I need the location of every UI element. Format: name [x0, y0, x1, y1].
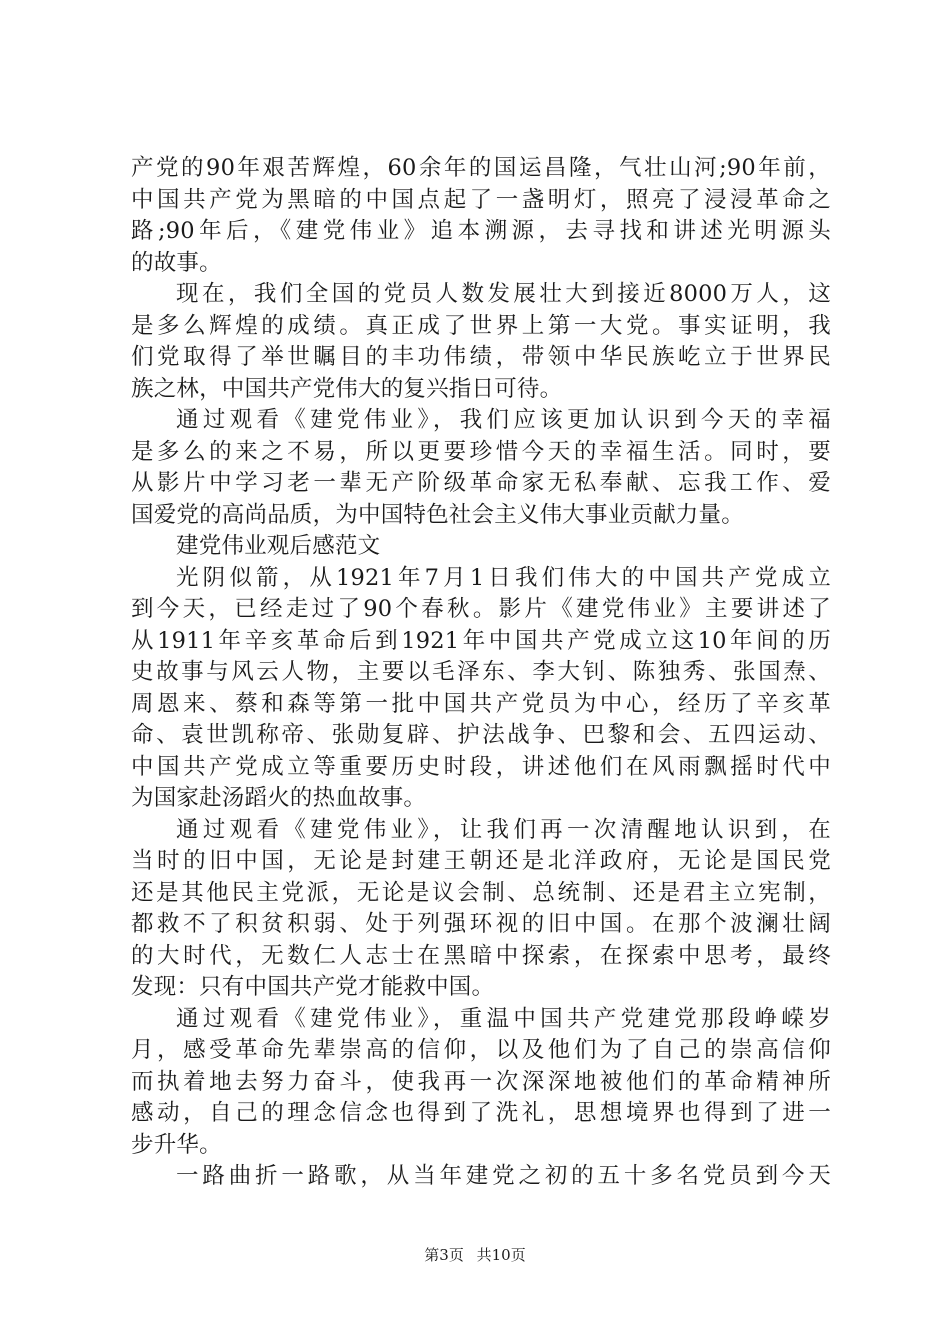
text-line: 通过观看《建党伟业》，我们应该更加认识到今天的幸福: [176, 407, 831, 433]
text-line: 到今天，已经走过了90个春秋。影片《建党伟业》主要讲述了: [131, 596, 831, 622]
text-line: 是多么的来之不易，所以更要珍惜今天的幸福生活。同时，要: [131, 438, 831, 465]
text-line: 一路曲折一路歌，从当年建党之初的五十多名党员到今天: [176, 1163, 831, 1189]
text-line: 们党取得了举世瞩目的丰功伟绩，带领中华民族屹立于世界民: [131, 344, 831, 370]
text-line: 从影片中学习老一辈无产阶级革命家无私奉献、忘我工作、爱: [131, 470, 831, 496]
text-line: 为国家赴汤蹈火的热血故事。: [131, 785, 427, 811]
text-line: 月，感受革命先辈崇高的信仰，以及他们为了自己的崇高信仰: [131, 1037, 831, 1063]
page-number: 第3页: [424, 1246, 464, 1264]
document-body: [131, 153, 831, 1193]
text-line: 的大时代，无数仁人志士在黑暗中探索，在探索中思考，最终: [131, 942, 831, 969]
text-line: 命、袁世凯称帝、张勋复辟、护法战争、巴黎和会、五四运动、: [131, 722, 831, 748]
text-line: 族之林，中国共产党伟大的复兴指日可待。: [131, 375, 563, 402]
text-line: 当时的旧中国，无论是封建王朝还是北洋政府，无论是国民党: [131, 848, 831, 874]
page-total: 共10页: [476, 1246, 526, 1264]
text-line: 产党的90年艰苦辉煌，60余年的国运昌隆，气壮山河;90年前，: [131, 155, 831, 181]
text-line: 步升华。: [131, 1131, 222, 1158]
page-footer: [0, 1244, 950, 1265]
text-line: 光阴似箭，从1921年7月1日我们伟大的中国共产党成立: [176, 564, 831, 591]
text-line: 而执着地去努力奋斗，使我再一次深深地被他们的革命精神所: [131, 1068, 831, 1095]
text-line: 的故事。: [131, 249, 222, 276]
text-line: 中国共产党为黑暗的中国点起了一盏明灯，照亮了浸浸革命之: [131, 186, 831, 213]
text-line: 路;90年后，《建党伟业》追本溯源，去寻找和讲述光明源头: [131, 218, 831, 244]
text-line: 发现：只有中国共产党才能救中国。: [131, 974, 495, 1000]
text-line: 国爱党的高尚品质，为中国特色社会主义伟大事业贡献力量。: [131, 501, 744, 528]
text-line: 中国共产党成立等重要历史时段，讲述他们在风雨飘摇时代中: [131, 753, 831, 780]
text-line: 现在，我们全国的党员人数发展壮大到接近8000万人，这: [176, 281, 831, 307]
text-line: 还是其他民主党派，无论是议会制、总统制、还是君主立宪制，: [131, 879, 831, 906]
text-line: 建党伟业观后感范文: [176, 533, 381, 559]
text-line: 都救不了积贫积弱、处于列强环视的旧中国。在那个波澜壮阔: [131, 911, 831, 937]
text-line: 通过观看《建党伟业》，让我们再一次清醒地认识到，在: [176, 816, 831, 843]
text-line: 从1911年辛亥革命后到1921年中国共产党成立这10年间的历: [131, 627, 831, 654]
text-line: 是多么辉煌的成绩。真正成了世界上第一大党。事实证明，我: [131, 312, 831, 339]
text-line: 周恩来、蔡和森等第一批中国共产党员为中心，经历了辛亥革: [131, 690, 831, 717]
text-line: 史故事与风云人物，主要以毛泽东、李大钊、陈独秀、张国焘、: [131, 659, 831, 685]
text-line: 通过观看《建党伟业》，重温中国共产党建党那段峥嵘岁: [176, 1005, 831, 1032]
text-line: 感动，自己的理念信念也得到了洗礼，思想境界也得到了进一: [131, 1100, 831, 1126]
